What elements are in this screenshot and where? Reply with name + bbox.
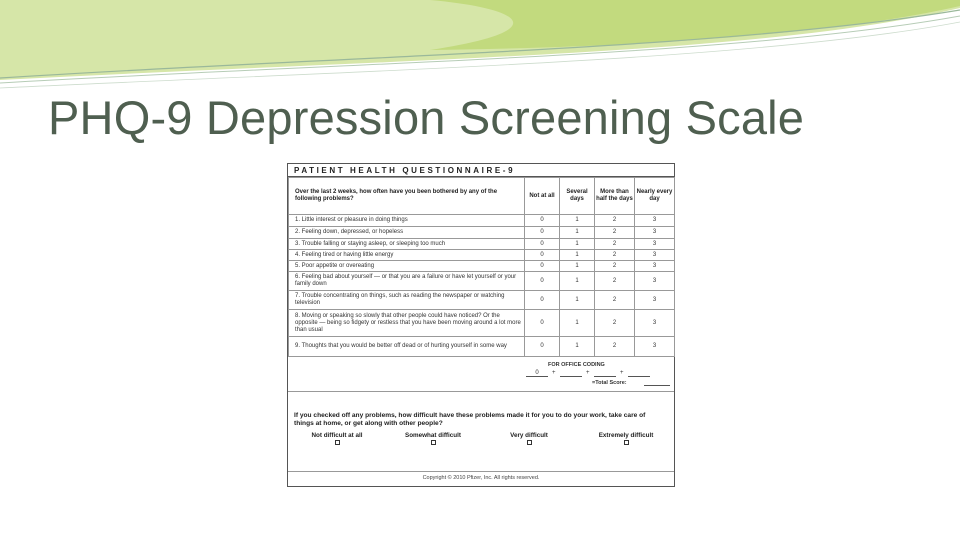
plus-sign: + <box>620 370 624 376</box>
item-text: 3. Trouble falling or staying asleep, or sleeping too much <box>289 239 525 250</box>
score-cell[interactable]: 2 <box>595 272 635 291</box>
total-score-label: =Total Score: <box>592 380 627 386</box>
copyright-notice: Copyright © 2010 Pfizer, Inc. All rights reserved. <box>422 475 540 481</box>
score-cell[interactable]: 1 <box>560 337 595 357</box>
score-cell[interactable]: 0 <box>525 291 560 310</box>
office-blank <box>560 370 582 377</box>
score-cell[interactable]: 2 <box>595 337 635 357</box>
score-cell[interactable]: 2 <box>595 310 635 337</box>
option-label: Somewhat difficult <box>405 432 461 439</box>
score-cell[interactable]: 2 <box>595 261 635 272</box>
column-header: Nearly every day <box>635 178 675 215</box>
score-cell[interactable]: 2 <box>595 250 635 261</box>
table-row <box>289 215 675 227</box>
score-cell[interactable]: 1 <box>560 261 595 272</box>
item-text: 9. Thoughts that you would be better off dead or of hurting yourself in some way <box>289 337 525 357</box>
header-row <box>289 178 675 215</box>
item-text: 2. Feeling down, depressed, or hopeless <box>289 227 525 239</box>
table-row <box>289 250 675 261</box>
score-cell[interactable]: 1 <box>560 227 595 239</box>
item-text: 8. Moving or speaking so slowly that other people could have noticed? Or the opposite — being so fidgety or restless that you have been moving around a lot more than usual <box>289 310 525 337</box>
office-blank <box>628 370 650 377</box>
score-cell[interactable]: 0 <box>525 215 560 227</box>
score-cell[interactable]: 0 <box>525 272 560 291</box>
score-cell[interactable]: 3 <box>635 261 675 272</box>
office-coding-line <box>526 370 674 380</box>
score-cell[interactable]: 2 <box>595 239 635 250</box>
score-cell[interactable]: 0 <box>525 239 560 250</box>
plus-sign: + <box>552 370 556 376</box>
item-text: 4. Feeling tired or having little energy <box>289 250 525 261</box>
score-cell[interactable]: 3 <box>635 310 675 337</box>
checkbox[interactable] <box>431 440 436 445</box>
score-cell[interactable]: 3 <box>635 250 675 261</box>
score-cell[interactable]: 0 <box>525 310 560 337</box>
office-coding-label: FOR OFFICE CODING <box>548 362 605 368</box>
table-row <box>289 261 675 272</box>
column-header: Several days <box>560 178 595 215</box>
plus-sign: + <box>586 370 590 376</box>
score-cell[interactable]: 1 <box>560 310 595 337</box>
office-blank <box>594 370 616 377</box>
option-label: Very difficult <box>510 432 548 439</box>
score-cell[interactable]: 3 <box>635 227 675 239</box>
table-row <box>289 291 675 310</box>
score-cell[interactable]: 0 <box>525 337 560 357</box>
checkbox[interactable] <box>335 440 340 445</box>
difficulty-option-not-difficult[interactable] <box>302 432 372 445</box>
item-text: 5. Poor appetite or overeating <box>289 261 525 272</box>
difficulty-option-extremely[interactable] <box>591 432 661 445</box>
difficulty-option-very[interactable] <box>494 432 564 445</box>
score-cell[interactable]: 1 <box>560 239 595 250</box>
item-text: 7. Trouble concentrating on things, such as reading the newspaper or watching television <box>289 291 525 310</box>
column-header: More than half the days <box>595 178 635 215</box>
column-header: Not at all <box>525 178 560 215</box>
score-cell[interactable]: 1 <box>560 272 595 291</box>
option-label: Extremely difficult <box>598 432 654 439</box>
difficulty-question: If you checked off any problems, how difficult have these problems made it for you to do your work, take care of things at home, or get along with other people? <box>294 412 646 427</box>
score-cell[interactable]: 0 <box>525 227 560 239</box>
table-row <box>289 310 675 337</box>
score-cell[interactable]: 3 <box>635 272 675 291</box>
score-cell[interactable]: 0 <box>525 261 560 272</box>
score-cell[interactable]: 1 <box>560 215 595 227</box>
score-cell[interactable]: 3 <box>635 215 675 227</box>
score-cell[interactable]: 1 <box>560 250 595 261</box>
difficulty-option-somewhat[interactable] <box>398 432 468 445</box>
office-blank: 0 <box>526 370 548 377</box>
score-cell[interactable]: 3 <box>635 239 675 250</box>
section-divider <box>288 391 674 392</box>
decorative-banner <box>0 0 960 100</box>
score-cell[interactable]: 0 <box>525 250 560 261</box>
score-cell[interactable]: 2 <box>595 291 635 310</box>
slide-title: PHQ-9 Depression Screening Scale <box>48 91 805 144</box>
score-cell[interactable]: 1 <box>560 291 595 310</box>
item-text: 1. Little interest or pleasure in doing things <box>289 215 525 227</box>
total-score-blank <box>644 380 670 386</box>
item-text: 6. Feeling bad about yourself — or that you are a failure or have let yourself or your family down <box>289 272 525 291</box>
score-cell[interactable]: 3 <box>635 337 675 357</box>
footer-divider <box>288 471 674 472</box>
questionnaire-table <box>288 177 675 357</box>
table-row <box>289 272 675 291</box>
score-cell[interactable]: 3 <box>635 291 675 310</box>
lead-question: Over the last 2 weeks, how often have you been bothered by any of the following problems? <box>289 178 525 215</box>
option-label: Not difficult at all <box>311 432 363 439</box>
checkbox[interactable] <box>527 440 532 445</box>
table-row <box>289 239 675 250</box>
table-row <box>289 227 675 239</box>
form-title: PATIENT HEALTH QUESTIONNAIRE-9 <box>288 164 674 177</box>
checkbox[interactable] <box>624 440 629 445</box>
table-row <box>289 337 675 357</box>
score-cell[interactable]: 2 <box>595 215 635 227</box>
phq9-form <box>287 163 675 487</box>
score-cell[interactable]: 2 <box>595 227 635 239</box>
